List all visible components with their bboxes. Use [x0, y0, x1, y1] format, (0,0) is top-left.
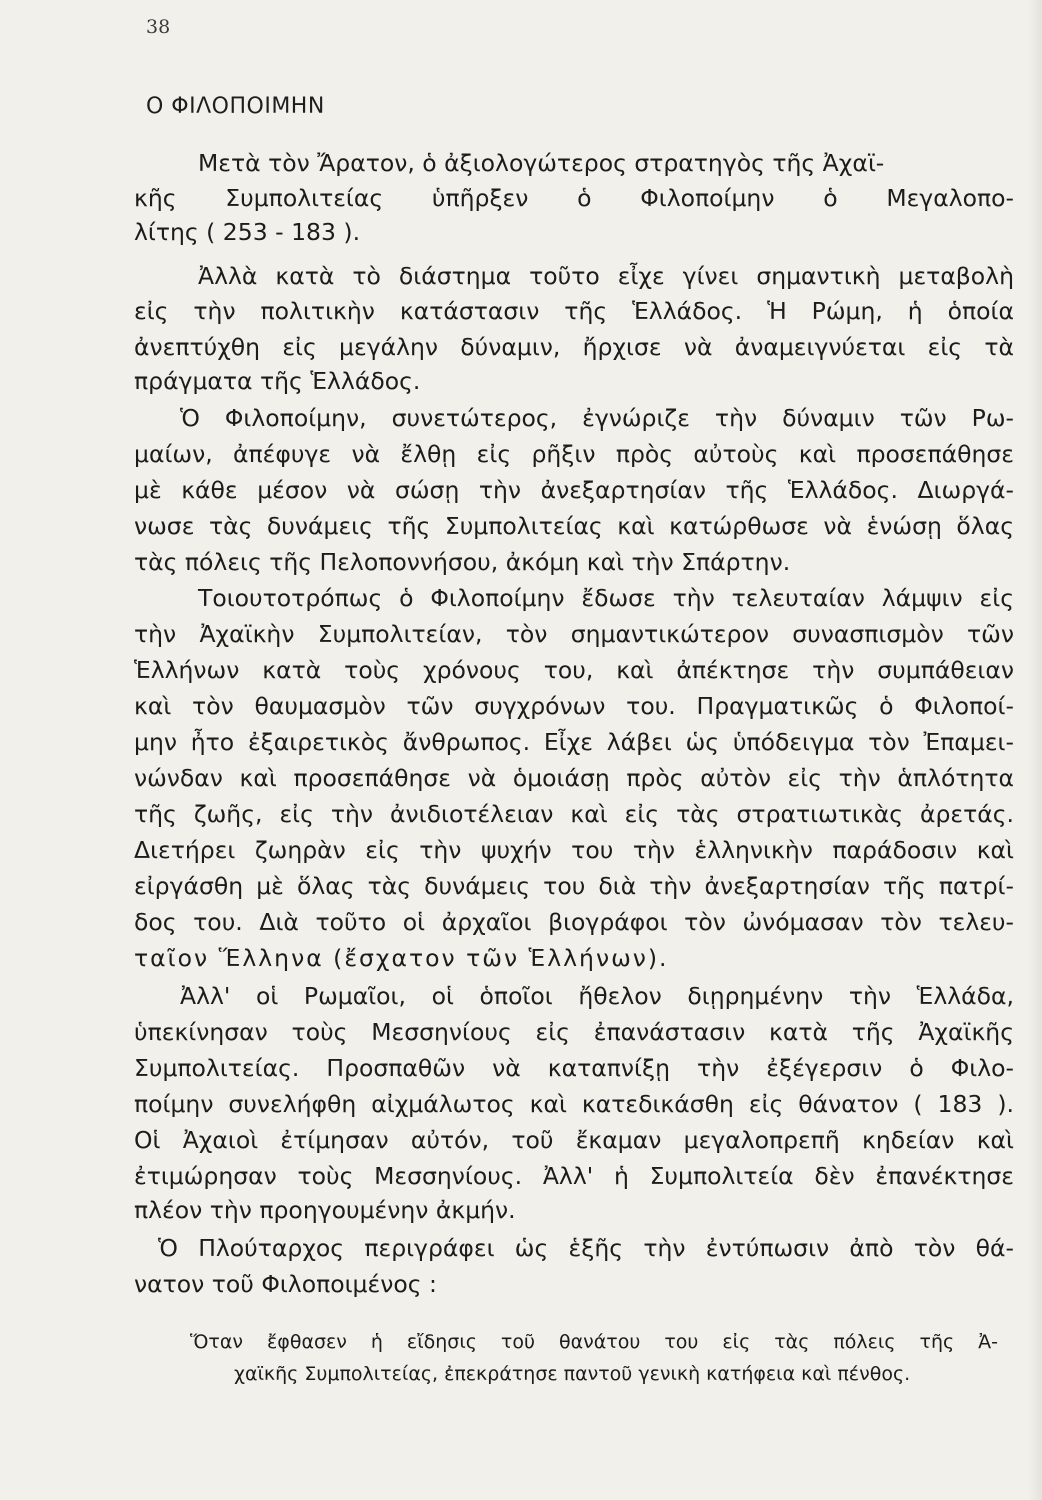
page-edge-shadow — [1028, 0, 1042, 1500]
paragraph-line: ποίμην συνελήφθη αἰχμάλωτος καὶ κατεδικάσθη εἰς θάνατον ( 183 ). — [134, 1090, 1014, 1118]
paragraph-line: Ὁ Πλούταρχος περιγράφει ὡς ἑξῆς τὴν ἐντύπωσιν ἀπὸ τὸν θά- — [158, 1234, 1014, 1262]
paragraph-line: ὑπεκίνησαν τοὺς Μεσσηνίους εἰς ἐπανάστασιν κατὰ τῆς Ἀχαϊκῆς — [134, 1018, 1014, 1046]
paragraph-line: Τοιουτοτρόπως ὁ Φιλοποίμην ἔδωσε τὴν τελευταίαν λάμψιν εἰς — [198, 584, 1014, 612]
paragraph-line: νώνδαν καὶ προσεπάθησε νὰ ὁμοιάσῃ πρὸς αὐτὸν εἰς τὴν ἁπλότητα — [134, 764, 1014, 792]
paragraph-line: τῆς ζωῆς, εἰς τὴν ἀνιδιοτέλειαν καὶ εἰς τὰς στρατιωτικὰς ἀρετάς. — [134, 800, 1014, 828]
paragraph-line: μην ἦτο ἐξαιρετικὸς ἄνθρωπος. Εἶχε λάβει ὡς ὑπόδειγμα τὸν Ἐπαμει- — [134, 728, 1014, 756]
paragraph-line: νατον τοῦ Φιλοποιμένος : — [134, 1270, 437, 1298]
paragraph-line: τὴν Ἀχαϊκὴν Συμπολιτείαν, τὸν σημαντικώτερον συνασπισμὸν τῶν — [134, 620, 1014, 648]
paragraph-line: δος του. Διὰ τοῦτο οἱ ἀρχαῖοι βιογράφοι τὸν ὠνόμασαν τὸν τελευ- — [134, 908, 1014, 936]
chapter-header: Ο ΦΙΛΟΠΟΙΜΗΝ — [146, 94, 325, 119]
paragraph-line: Μετὰ τὸν Ἄρατον, ὁ ἀξιολογώτερος στρατηγὸς τῆς Ἀχαϊ- — [198, 149, 885, 177]
paragraph-line: Ἑλλήνων κατὰ τοὺς χρόνους του, καὶ ἀπέκτησε τὴν συμπάθειαν — [134, 656, 1014, 684]
paragraph-line: ταῖον Ἕλληνα (ἔσχατον τῶν Ἑλλήνων). — [134, 944, 669, 972]
paragraph-line: κῆς Συμπολιτείας ὑπῆρξεν ὁ Φιλοποίμην ὁ Μεγαλοπο- — [134, 184, 1014, 212]
paragraph-line: πράγματα τῆς Ἑλλάδος. — [134, 367, 421, 395]
page-number: 38 — [146, 16, 171, 38]
paragraph-line: τὰς πόλεις τῆς Πελοποννήσου, ἀκόμη καὶ τὴν Σπάρτην. — [134, 548, 791, 576]
paragraph-line: Διετήρει ζωηρὰν εἰς τὴν ψυχήν του τὴν ἑλληνικὴν παράδοσιν καὶ — [134, 836, 1014, 864]
quote-line: χαϊκῆς Συμπολιτείας, ἐπεκράτησε παντοῦ γενικὴ κατήφεια καὶ πένθος. — [234, 1363, 911, 1385]
paragraph-line: εἰς τὴν πολιτικὴν κατάστασιν τῆς Ἑλλάδος. Ἡ Ρώμη, ἡ ὁποία — [134, 297, 1014, 325]
paragraph-line: Ὁ Φιλοποίμην, συνετώτερος, ἐγνώριζε τὴν δύναμιν τῶν Ρω- — [180, 404, 1014, 432]
paragraph-line: Ἀλλὰ κατὰ τὸ διάστημα τοῦτο εἶχε γίνει σημαντικὴ μεταβολὴ — [198, 262, 1014, 290]
paragraph-line: καὶ τὸν θαυμασμὸν τῶν συγχρόνων του. Πραγματικῶς ὁ Φιλοποί- — [134, 692, 1014, 720]
paragraph-line: νωσε τὰς δυνάμεις τῆς Συμπολιτείας καὶ κατώρθωσε νὰ ἑνώσῃ ὅλας — [134, 512, 1014, 540]
paragraph-line: Οἱ Ἀχαιοὶ ἐτίμησαν αὐτόν, τοῦ ἔκαμαν μεγαλοπρεπῆ κηδείαν καὶ — [134, 1126, 1014, 1154]
paragraph-line: μαίων, ἀπέφυγε νὰ ἔλθῃ εἰς ρῆξιν πρὸς αὐτοὺς καὶ προσεπάθησε — [134, 440, 1014, 468]
paragraph-line: Συμπολιτείας. Προσπαθῶν νὰ καταπνίξῃ τὴν ἐξέγερσιν ὁ Φιλο- — [134, 1054, 1014, 1082]
paragraph-line: Ἀλλ' οἱ Ρωμαῖοι, οἱ ὁποῖοι ἤθελον διῃρημένην τὴν Ἑλλάδα, — [180, 982, 1014, 1010]
quote-line: Ὅταν ἔφθασεν ἡ εἴδησις τοῦ θανάτου του εἰς τὰς πόλεις τῆς Ἀ- — [190, 1331, 998, 1353]
paragraph-line: πλέον τὴν προηγουμένην ἀκμήν. — [134, 1196, 516, 1224]
paragraph-line: ἐτιμώρησαν τοὺς Μεσσηνίους. Ἀλλ' ἡ Συμπολιτεία δὲν ἐπανέκτησε — [134, 1162, 1014, 1190]
paragraph-line: εἰργάσθη μὲ ὅλας τὰς δυνάμεις του διὰ τὴν ἀνεξαρτησίαν τῆς πατρί- — [134, 872, 1014, 900]
paragraph-line: μὲ κάθε μέσον νὰ σώσῃ τὴν ἀνεξαρτησίαν τῆς Ἑλλάδος. Διωργά- — [134, 476, 1014, 504]
paragraph-line: λίτης ( 253 - 183 ). — [134, 218, 361, 246]
paragraph-line: ἀνεπτύχθη εἰς μεγάλην δύναμιν, ἤρχισε νὰ ἀναμειγνύεται εἰς τὰ — [134, 333, 1014, 361]
